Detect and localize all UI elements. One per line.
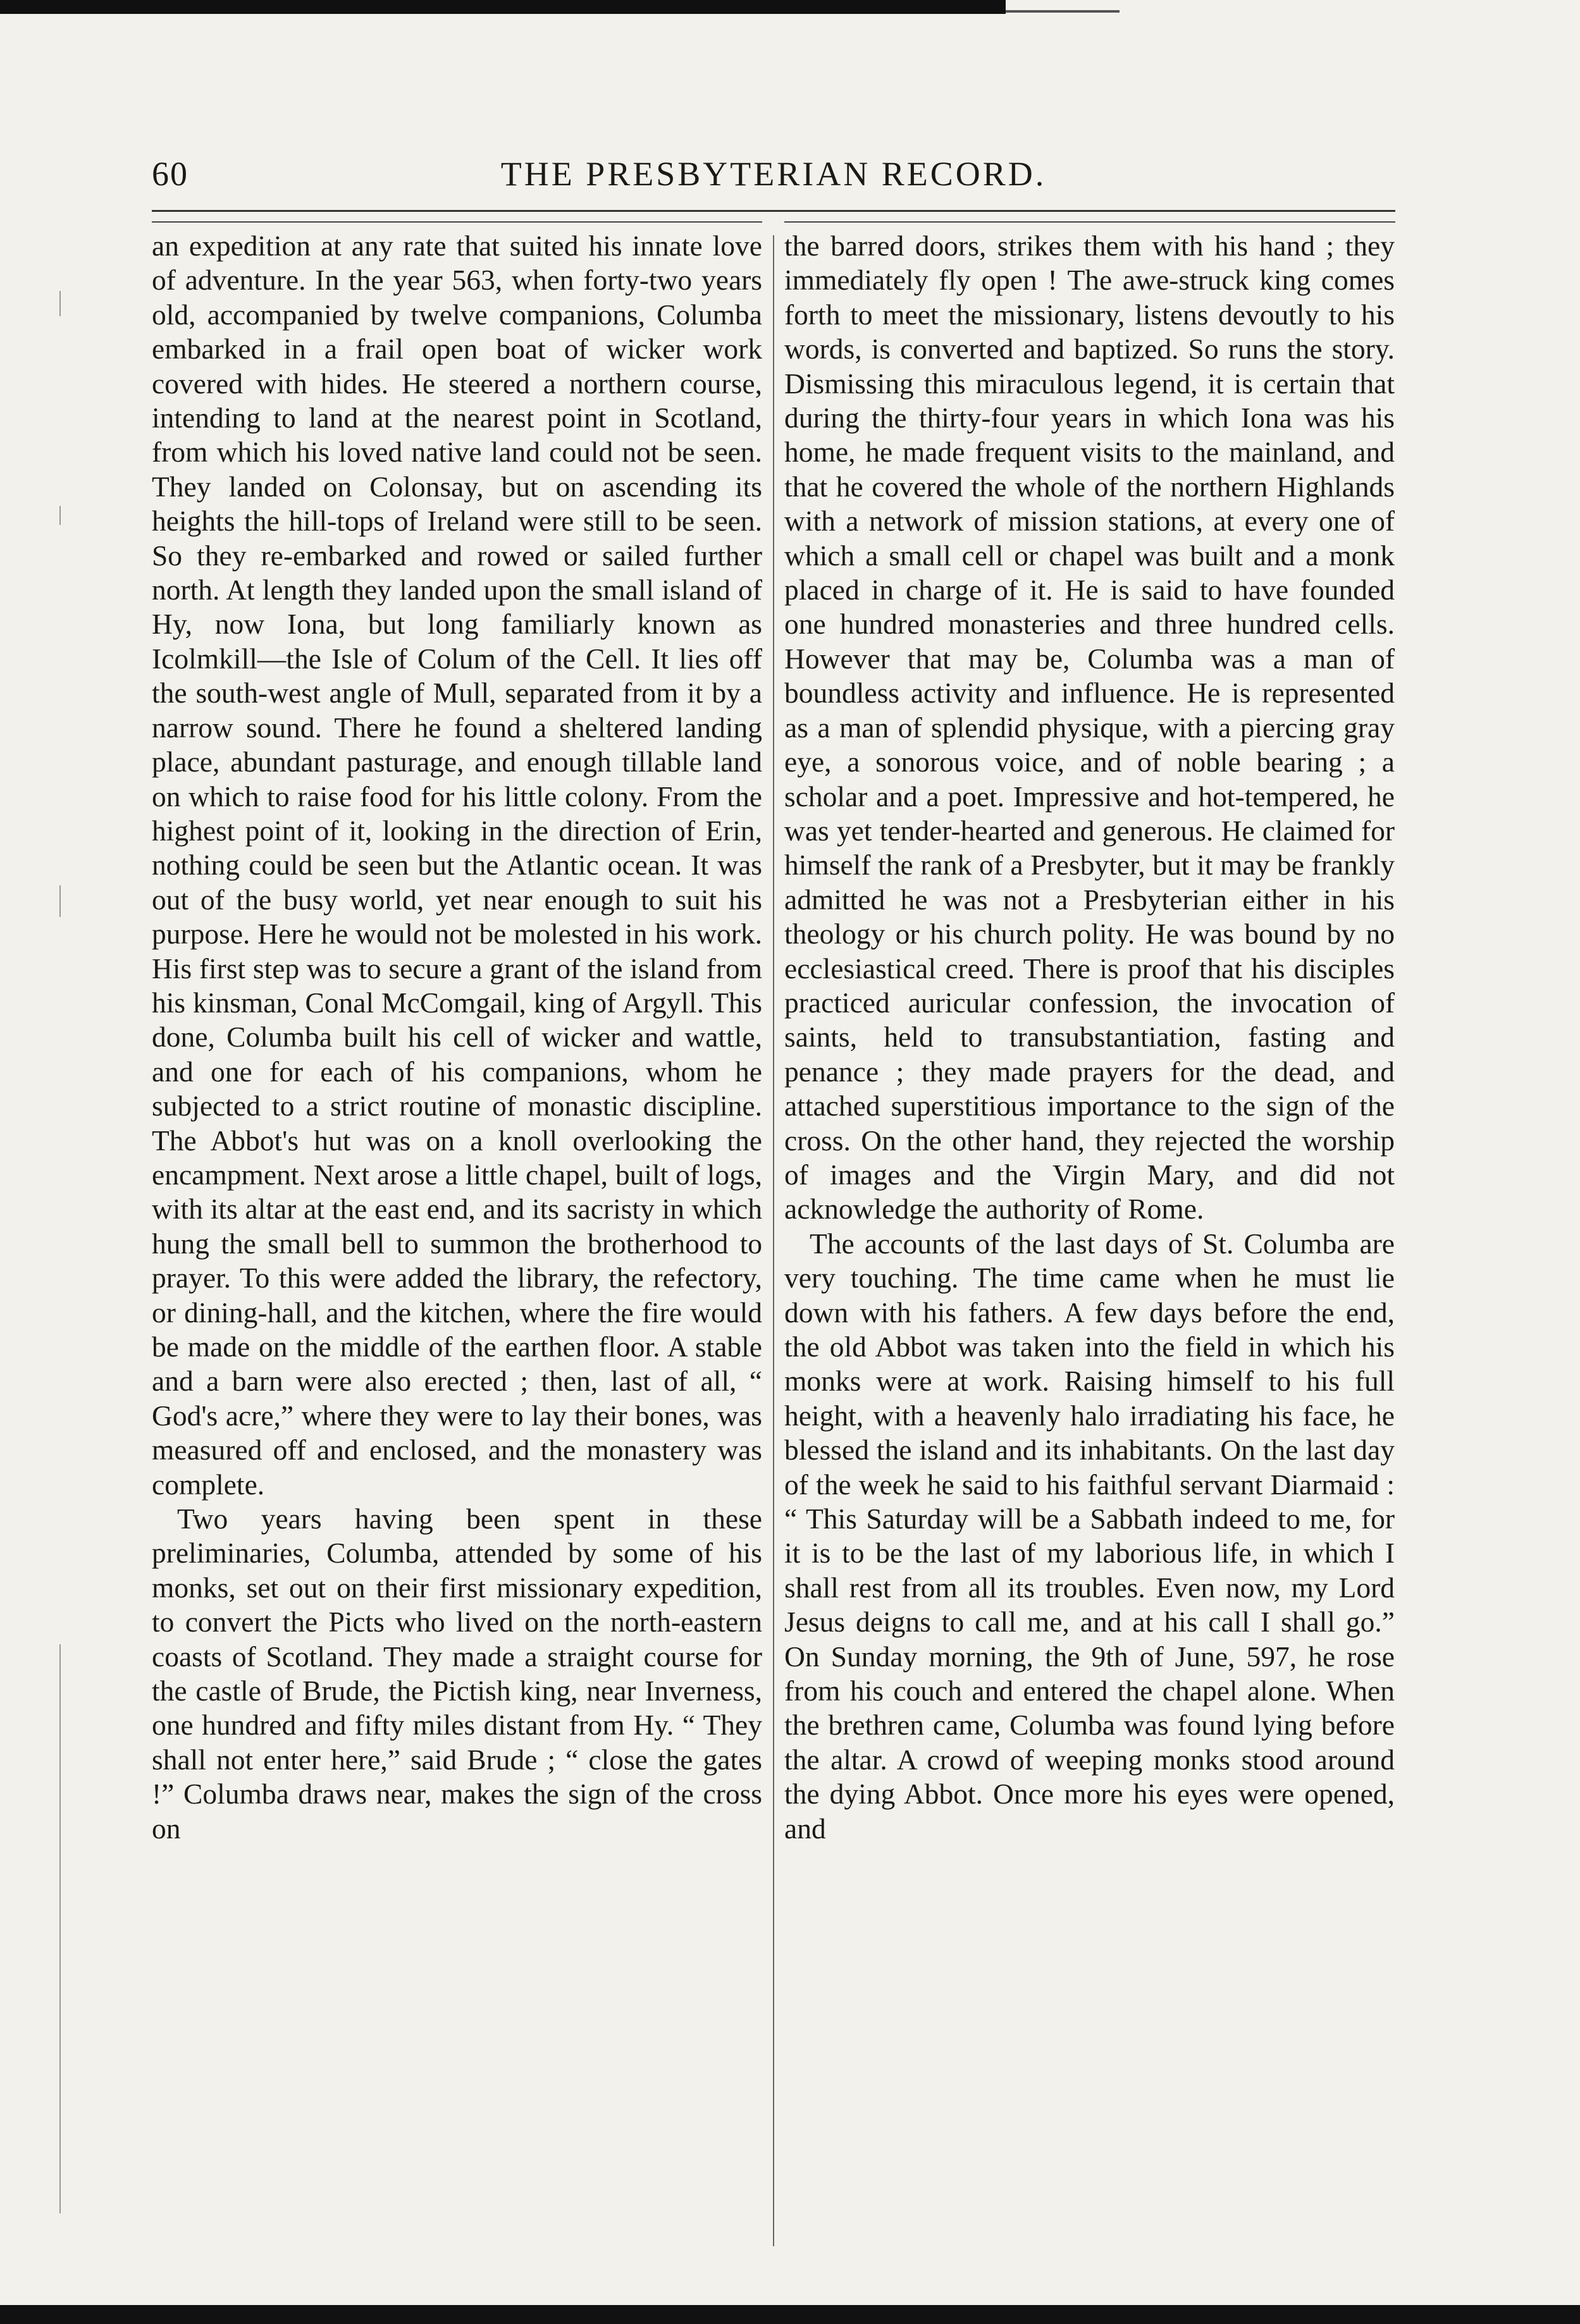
journal-title: THE PRESBYTERIAN RECORD.: [500, 155, 1047, 193]
paragraph: Two years having been spent in these preliminaries, Columba, attended by some of his monks, set out on their first missionary expedition, to convert the Picts who lived on the north-eastern coasts of Scotland. They made a straight course for the castle of Brude, the Pictish king, near Inverness, one hundred and fifty miles distant from Hy. “ They shall not enter here,” said Brude ; “ close the gates !” Columba draws near, makes the sign of the cross on: [152, 1503, 762, 1845]
margin-mark: [59, 506, 61, 525]
paragraph: the barred doors, strikes them with his hand ; they immediately fly open ! The awe-struck king comes forth to meet the missionary, listens devoutly to his words, is converted and baptized. So runs the story. Dismissing this miraculous legend, it is certain that during the thirty-four years in which Iona was his home, he made frequent visits to the mainland, and that he covered the whole of the northern Highlands with a network of mission stations, at every one of which a small cell or chapel was built and a monk placed in charge of it. He is said to have founded one hundred monasteries and three hundred cells. However that may be, Columba was a man of boundless activity and influence. He is represented as a man of splendid physique, with a piercing gray eye, a sonorous voice, and of noble bearing ; a scholar and a poet. Impressive and hot-tempered, he was yet tender-hearted and generous. He claimed for himself the rank of a Presbyter, but it may be frankly admitted he was not a Presbyterian either in his theology or his church polity. He was bound by no ecclesiastical creed. There is proof that his disciples practiced auricular confession, the invocation of saints, held to transubstantiation, fasting and penance ; they made prayers for the dead, and attached superstitious importance to the sign of the cross. On the other hand, they rejected the worship of images and the Virgin Mary, and did not acknowledge the authority of Rome.: [784, 230, 1395, 1226]
page-header: [152, 154, 1395, 205]
page-number: 60: [152, 155, 188, 193]
header-rule: [152, 210, 1395, 212]
bottom-rule: [0, 2305, 1580, 2324]
top-rule: [0, 0, 1006, 14]
margin-mark: [59, 885, 61, 917]
right-column: [784, 229, 1395, 1846]
margin-mark: [59, 291, 61, 316]
column-divider: [773, 235, 774, 2246]
paragraph: an expedition at any rate that suited his innate love of adventure. In the year 563, when forty-two years old, accompanied by twelve companions, Columba embarked in a frail open boat of wicker work covered with hides. He steered a northern course, intending to land at the nearest point in Scotland, from which his loved native land could not be seen. They landed on Colonsay, but on ascending its heights the hill-tops of Ireland were still to be seen. So they re-embarked and rowed or sailed further north. At length they landed upon the small island of Hy, now Iona, but long familiarly known as Icolmkill—the Isle of Colum of the Cell. It lies off the south-west angle of Mull, separated from it by a narrow sound. There he found a sheltered landing place, abundant pasturage, and enough tillable land on which to raise food for his little colony. From the highest point of it, looking in the direction of Erin, nothing could be seen but the Atlantic ocean. It was out of the busy world, yet near enough to suit his purpose. Here he would not be molested in his work. His first step was to secure a grant of the island from his kinsman, Conal McComgail, king of Argyll. This done, Columba built his cell of wicker and wattle, and one for each of his companions, whom he subjected to a strict routine of monastic discipline. The Abbot's hut was on a knoll overlooking the encampment. Next arose a little chapel, built of logs, with its altar at the east end, and its sacristy in which hung the small bell to summon the brotherhood to prayer. To this were added the library, the refectory, or dining-hall, and the kitchen, where the fire would be made on the middle of the earthen floor. A stable and a barn were also erected ; then, last of all, “ God's acre,” where they were to lay their bones, was measured off and enclosed, and the monastery was complete.: [152, 230, 762, 1501]
right-column-rule: [784, 221, 1395, 223]
top-rule-tail: [1006, 10, 1120, 13]
paragraph: The accounts of the last days of St. Columba are very touching. The time came when he must lie down with his fathers. A few days before the end, the old Abbot was taken into the field in which his monks were at work. Raising himself to his full height, with a heavenly halo irradiating his face, he blessed the island and its inhabitants. On the last day of the week he said to his faithful servant Diarmaid : “ This Saturday will be a Sabbath indeed to me, for it is to be the last of my laborious life, in which I shall rest from all its troubles. Even now, my Lord Jesus deigns to call me, and at his call I shall go.” On Sunday morning, the 9th of June, 597, he rose from his couch and entered the chapel alone. When the brethren came, Columba was found lying before the altar. A crowd of weeping monks stood around the dying Abbot. Once more his eyes were opened, and: [784, 1227, 1395, 1845]
margin-mark: [59, 1644, 61, 2213]
left-column: [152, 229, 762, 1846]
left-column-rule: [152, 221, 762, 223]
